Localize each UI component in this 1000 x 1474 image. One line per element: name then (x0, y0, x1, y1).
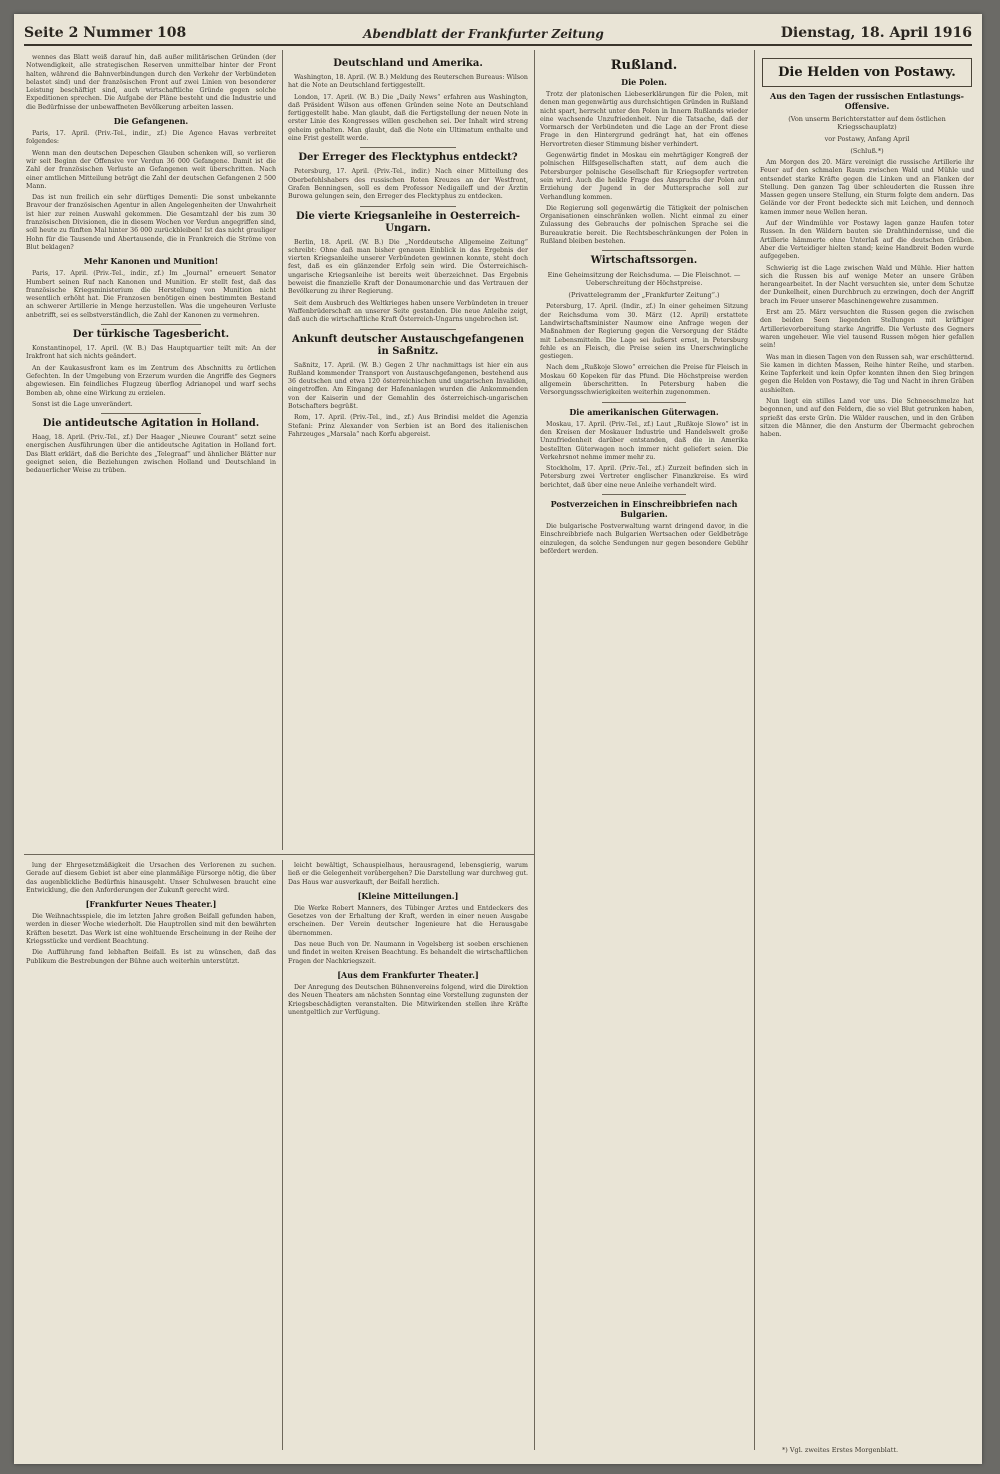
article-text: Am Morgen des 20. März vereinigt die russische Artillerie ihr Feuer auf den schmalen Raum zwischen Wald und Mühle und entsendet starke Kräfte gegen die Linken und an Flanken der Stellung. Den ganzen Tag über schleuderten die Russen ihre Massen gegen unsere Stellung, ein Sturm folgte dem andern. Das Gelände vor der Front bedeckte sich mit Leichen, und dennoch kamen immer neue Wellen heran. (760, 159, 974, 216)
article-text: Paris, 17. April. (Priv.-Tel., indir., zf.) Die Agence Havas verbreitet folgendes: (26, 130, 276, 146)
newspaper-title: Abendblatt der Frankfurter Zeitung (363, 27, 604, 41)
article-heading: Deutschland und Amerika. (333, 58, 483, 69)
masthead (24, 20, 972, 46)
column-rule (282, 50, 283, 850)
article-heading: Der Erreger des Flecktyphus entdeckt? (298, 152, 518, 164)
divider (101, 324, 201, 325)
article-text: Wenn man den deutschen Depeschen Glauben schenken will, so verlieren wir seit Beginn der Offensive vor Verdun 36 000 Gefangene. Damit ist die Zahl der französischen Verluste an Gefangenen weit überschritten. Nach einer amtlichen Mitteilung beträgt die Zahl der deutschen Gefangenen 2 500 Mann. (26, 149, 276, 190)
article-heading: Die Gefangenen. (113, 116, 189, 127)
article-dateline: vor Postawy, Anfang April (824, 135, 910, 143)
article-text: Das neue Buch von Dr. Naumann in Vogelsberg ist soeben erschienen und findet in weiten Kreisen Beachtung. Es behandelt die wirtschaftlichen Fragen der Nachkriegszeit. (288, 941, 528, 965)
article-heading: Wirtschaftssorgen. (590, 255, 698, 267)
article-heading: Die Helden von Postawy. (778, 65, 956, 80)
feature-heading-box (762, 58, 972, 87)
article-subheading: Die Polen. (621, 77, 667, 87)
article-text: Stockholm, 17. April. (Priv.-Tel., zf.) Zurzeit befinden sich in Petersburg zwei Vertreter englischer Finanzkreise. Es wird berichtet, daß über eine neue Anleihe verhandelt wird. (540, 465, 748, 489)
footnote: *) Vgl. zweites Erstes Morgenblatt. (782, 1446, 899, 1454)
article-note: (Schluß.*) (850, 147, 884, 155)
divider (602, 402, 685, 403)
page-number: Seite 2 Nummer 108 (24, 25, 187, 41)
divider (360, 147, 456, 148)
article-heading: [Frankfurter Neues Theater.] (85, 899, 217, 910)
article-text: Sonst ist die Lage unverändert. (32, 400, 133, 408)
article-heading: Mehr Kanonen und Munition! (83, 256, 219, 267)
column-rule (282, 860, 283, 1450)
article-text: Gegenwärtig findet in Moskau ein mehrtägiger Kongreß der polnischen Hilfsgesellschaften statt, auf dem auch die Petersburger polnische Gesellschaft für Kriegsopfer vertreten sein wird. Auch die heikle Frage des Anspruchs der Polen auf Erziehung der Jugend in der Muttersprache soll zur Verhandlung kommen. (540, 152, 748, 201)
article-text: London, 17. April. (W. B.) Die „Daily News“ erfahren aus Washington, daß Präsident Wilson aus offenen Gründen seine Note an Deutschland fertiggestellt habe. Man glaubt, daß die Fertigstellung der neuen Note in erster Linie des Kongresses willen geschehen sei. Der Inhalt wird streng geheim gehalten. Man glaubt, daß die Note ein Ultimatum enthalte und eine Frist gestellt werde. (288, 93, 528, 143)
article-text: Die Aufführung fand lebhaften Beifall. Es ist zu wünschen, daß das Publikum die Bestrebungen der Bühne auch weiterhin unterstützt. (26, 949, 276, 965)
article-text: Konstantinopel, 17. April. (W. B.) Das Hauptquartier teilt mit: An der Irakfront hat sich nichts geändert. (26, 345, 276, 361)
article-heading: Ankunft deutscher Austauschgefangenen in Saßnitz. (292, 333, 524, 357)
article-text: Washington, 18. April. (W. B.) Meldung des Reuterschen Bureaus: Wilson hat die Note an Deutschland fertiggestellt. (288, 74, 528, 90)
article-text: Petersburg, 17. April. (Indir., zf.) In einer geheimen Sitzung der Reichsduma vom 30. März (12. April) erstattete Landwirtschaftsminister Naumow eine Anfrage wegen der Maßnahmen der Regierung gegen die Versorgung der Städte mit Lebensmitteln. Die Lage sei äußerst ernst, in Petersburg fehle es an Fleisch, die Preise seien ins Unerschwingliche gestiegen. (540, 303, 748, 361)
article-text: Nach dem „Rußkoje Slowo“ erreichen die Preise für Fleisch in Moskau 60 Kopeken für das Pfund. Die Höchstpreise werden allgemein überschritten. In Petersburg haben die Versorgungsschwierigkeiten weiterhin zugenommen. (540, 364, 748, 397)
article-text: Saßnitz, 17. April. (W. B.) Gegen 2 Uhr nachmittags ist hier ein aus Rußland kommender Transport von Austauschgefangenen, bestehend aus 36 deutschen und etwa 120 österreichischen und ungarischen Invaliden, eingetroffen. Am Eingang der Hafenanlagen wurden die Ankommenden von der Kaiserin und der Gemahlin des österreichisch-ungarischen Botschafters begrüßt. (288, 361, 528, 411)
article-text: Das ist nun freilich ein sehr dürftiges Dementi: Die sonst unbekannte Bravour der französischen Agentur in allen Angelegenheiten der Unwahrheit ist hier zur reinen Auswahl gekommen. Die Gesamtzahl der bis zum 30 französischen Divisionen, die in diesem Wochen vor Verdun angegriffen sind, soll heute zu fünften Mal hinter 36 000 zurückbleiben! Ist das nicht grauliger Hohn für die Tausende und Abertausende, die in Frankreich die Ströme von Blut beklagen? (26, 194, 276, 251)
article-subheading: Aus den Tagen der russischen Entlastungs-Offensive. (770, 91, 964, 111)
article-text: Schwierig ist die Lage zwischen Wald und Mühle. Hier hatten sich die Russen bis auf wenige Meter an unsere Gräben herangearbeitet. In der Nacht versuchten sie, unter dem Schutze der Dunkelheit, einen Durchbruch zu erzwingen, doch der Angriff brach im Feuer unserer Maschinengewehre zusammen. (760, 264, 974, 305)
article-text: Die Weihnachtsspiele, die im letzten Jahre großen Beifall gefunden haben, werden in dieser Woche wiederholt. Die Hauptrollen sind mit den bewährten Kräften besetzt. Das Werk ist eine wohltuende Erscheinung in der Reihe der Kriegsstücke und verdient Beachtung. (26, 913, 276, 946)
column-4 (760, 54, 974, 1444)
article-heading: [Kleine Mitteilungen.] (357, 890, 459, 901)
column-rule (534, 50, 535, 1450)
section-rule (24, 854, 534, 855)
divider (602, 494, 685, 495)
article-text: Trotz der platonischen Liebeserklärungen für die Polen, mit denen man gegenwärtig aus durchsichtigen Gründen in Rußland nicht spart, herrscht unter den Polen in Innern Rußlands wieder eine wachsende Unzufriedenheit. Nur die Tatsache, daß der Vormarsch der Verbündeten und die Lage an der Front diese Frage in den Hintergrund gedrängt hat, hat ein offenes Hervortreten dieser Stimmung bisher verhindert. (540, 91, 748, 148)
article-text: Die Regierung soll gegenwärtig die Tätigkeit der polnischen Organisationen einschränken wollen. Nicht einmal zu einer Zulassung des Gebrauchs der polnischen Sprache sei die Bureaukratie bereit. Die Rechtsbeschränkungen der Polen in Rußland bleiben bestehen. (540, 204, 748, 246)
article-summary: Eine Geheimsitzung der Reichsduma. — Die Fleischnot. — Ueberschreitung der Höchstpreise. (547, 271, 741, 288)
article-text: Paris, 17. April. (Priv.-Tel., indir., zf.) Im „Journal“ erneuert Senator Humbert seinen Ruf nach Kanonen und Munition. Er stellt fest, daß das französische Kriegsministerium die Herstellung von Munition nicht wesentlich erhöht hat. Die Franzosen benötigen einen bestimmten Bestand an schwerer Artillerie in Menge herzustellen. Was die ungeheuren Verluste anbetrifft, sei es selbstverständlich, die Zahl der Kanonen zu vermehren. (26, 270, 276, 319)
article-heading: Die amerikanischen Güterwagen. (569, 406, 719, 417)
divider (360, 206, 456, 207)
feuilleton-column-2 (288, 862, 528, 1452)
article-text: Die Werke Robert Manners, des Tübinger Arztes und Entdeckers des Gesetzes von der Erhaltung der Kraft, werden in einer neuen Ausgabe erscheinen. Der Verein deutscher Ingenieure hat die Herausgabe übernommen. (288, 904, 528, 937)
article-text: Rom, 17. April. (Priv.-Tel., ind., zf.) Aus Brindisi meldet die Agenzia Stefani: Prinz Alexander von Serbien ist an Bord des italienischen Fahrzeuges „Marsala“ nach Korfu abgereist. (288, 414, 528, 438)
article-text: Erst am 25. März versuchten die Russen gegen die zwischen den beiden Seen liegenden Stellungen mit kräftiger Artillerievorbereitung starke Angriffe. Die Verluste des Gegners waren ungeheuer. Wie viel tausend Russen mögen hier gefallen sein! (760, 309, 974, 350)
article-text: Die bulgarische Postverwaltung warnt dringend davor, in die Einschreibbriefe nach Bulgarien Wertsachen oder Geldbeträge einzulegen, da solche Sendungen nur gegen besondere Gebühr befördert werden. (540, 522, 748, 555)
article-text: leicht bewältigt, Schauspielhaus, herausragend, lebensgierig, warum ließ er die Gelegenheit vorübergehen? Die Darstellung war durchweg gut. Das Haus war ausverkauft, der Beifall herzlich. (288, 862, 528, 886)
article-text: Nun liegt ein stilles Land vor uns. Die Schneeschmelze hat begonnen, und auf den Feldern, die so viel Blut getrunken haben, sprießt das erste Grün. Die Wälder rauschen, und in den Gräben sitzen die Männer, die den Ansturm der Übermacht gebrochen haben. (760, 398, 974, 439)
column-1 (26, 54, 276, 852)
article-heading: [Aus dem Frankfurter Theater.] (337, 969, 479, 980)
column-3 (540, 54, 748, 1450)
article-text: Berlin, 18. April. (W. B.) Die „Norddeutsche Allgemeine Zeitung“ schreibt: Ohne daß man bisher genauen Einblick in das Ergebnis der vierten Kriegsanleihe unserer Verbündeten gewinnen konnte, steht doch fest, daß es ein glänzender Erfolg sein wird. Die Österreichisch-ungarische Kriegsanleihe ist bereits weit überzeichnet. Das Ergebnis beweist die finanzielle Kraft der Donaumonarchie und das Vertrauen der Bevölkerung zu ihrer Regierung. (288, 238, 528, 296)
article-text: Petersburg, 17. April. (Priv.-Tel., indir.) Nach einer Mitteilung des Oberbefehlshabers des russischen Roten Kreuzes an der Westfront, Grafen Benningsen, soll es dem Professor Nedigaileff und der Ärztin Burowa gelungen sein, den Erreger des Flecktyphus zu entdecken. (288, 168, 528, 201)
article-text: Seit dem Ausbruch des Weltkrieges haben unsere Verbündeten in treuer Waffenbrüderschaft an unserer Seite gestanden. Die neue Anleihe zeigt, daß auch die wirtschaftliche Kraft Österreich-Ungarns ungebrochen ist. (288, 299, 528, 324)
divider (101, 413, 201, 414)
article-heading: Postverzeichen in Einschreibbriefen nach Bulgarien. (550, 498, 738, 519)
article-text: lung der Ehrgesetzmäßigkeit die Ursachen des Verlorenen zu suchen. Gerade auf diesem Gebiet ist aber eine planmäßige Fürsorge nötig, die über das augenblickliche Bedürfnis hinausgeht. Unser Schulwesen braucht eine Entwicklung, die den Anforderungen der Zukunft gerecht wird. (26, 862, 276, 894)
divider (360, 329, 456, 330)
article-heading: Die vierte Kriegsanleihe in Oesterreich-Ungarn. (295, 210, 521, 234)
article-text: Was man in diesen Tagen von den Russen sah, war erschütternd. Sie kamen in dichten Massen, Reihe hinter Reihe, und starben. Keine Tapferkeit und kein Opfer konnten ihnen den Sieg bringen gegen die Helden von Postawy, die Tag und Nacht in ihren Gräben aushielten. (760, 353, 974, 394)
divider (602, 250, 685, 251)
article-text: Der Anregung des Deutschen Bühnenvereins folgend, wird die Direktion des Neuen Theaters am nächsten Sonntag eine Vorstellung zugunsten der Kriegsbeschädigten veranstalten. Die Mitwirkenden stellen ihre Kräfte unentgeltlich zur Verfügung. (288, 983, 528, 1016)
article-heading: Rußland. (610, 58, 678, 73)
article-heading: Der türkische Tagesbericht. (72, 329, 230, 341)
column-rule (754, 50, 755, 1450)
article-text: Haag, 18. April. (Priv.-Tel., zf.) Der Haager „Nieuwe Courant“ setzt seine energischen Ausführungen über die antideutsche Agitation in Holland fort. Das Blatt erklärt, daß die Berichte des „Telegraaf“ und ähnlicher Blätter nur geeignet seien, die Beziehungen zwischen Holland und Deutschland in bedauerlicher Weise zu trüben. (26, 434, 276, 475)
article-text: An der Kaukasusfront kam es im Zentrum des Abschnitts zu örtlichen Gefechten. In der Umgebung von Erzerum wurden die Angriffe des Gegners abgewiesen. Ein feindliches Flugzeug überflog Adrianopel und warf sechs Bomben ab, ohne eine Wirkung zu erzielen. (26, 364, 276, 397)
article-heading: Die antideutsche Agitation in Holland. (42, 418, 260, 430)
article-text: Auf der Windmühle vor Postawy lagen ganze Haufen toter Russen. In den Wäldern bauten sie Drahthindernisse, und die Artillerie hämmerte ohne Unterlaß auf die deutschen Gräben. Aber die Verteidiger hielten stand; keine Handbreit Boden wurde aufgegeben. (760, 220, 974, 261)
newspaper-page (14, 14, 982, 1464)
issue-date: Dienstag, 18. April 1916 (780, 25, 972, 41)
column-2 (288, 54, 528, 852)
article-text: Moskau, 17. April. (Priv.-Tel., zf.) Laut „Rußkoje Slowo“ ist in den Kreisen der Moskauer Industrie und Handelswelt große Unzufriedenheit darüber entstanden, daß die in Amerika bestellten Güterwagen noch immer nicht geliefert seien. Die Verkehrsnot nehme immer mehr zu. (540, 420, 748, 461)
article-source: (Privattelegramm der „Frankfurter Zeitung“.) (568, 291, 720, 300)
feuilleton-column-1 (26, 862, 276, 1452)
article-text: wennes das Blatt weiß darauf hin, daß außer militärischen Gründen (der Notwendigkeit, alle strategischen Reserven unmittelbar hinter der Front halten, während die Bahnverbindungen durch den Verkehr der Verbündeten belastet sind) und der französischen Front auf zwei Linien von besonderer Leistung beschäftigt sind, auch wirtschaftliche Gründe gegen solche Expeditionen sprechen. Die Aufgabe der Pläne besteht und die Industrie und die Bedürfnisse der unbewaffneten Bevölkerung arbeiten lassen. (26, 54, 276, 111)
article-byline: (Von unserm Berichterstatter auf dem östlichen Kriegsschauplatz) (788, 115, 946, 131)
